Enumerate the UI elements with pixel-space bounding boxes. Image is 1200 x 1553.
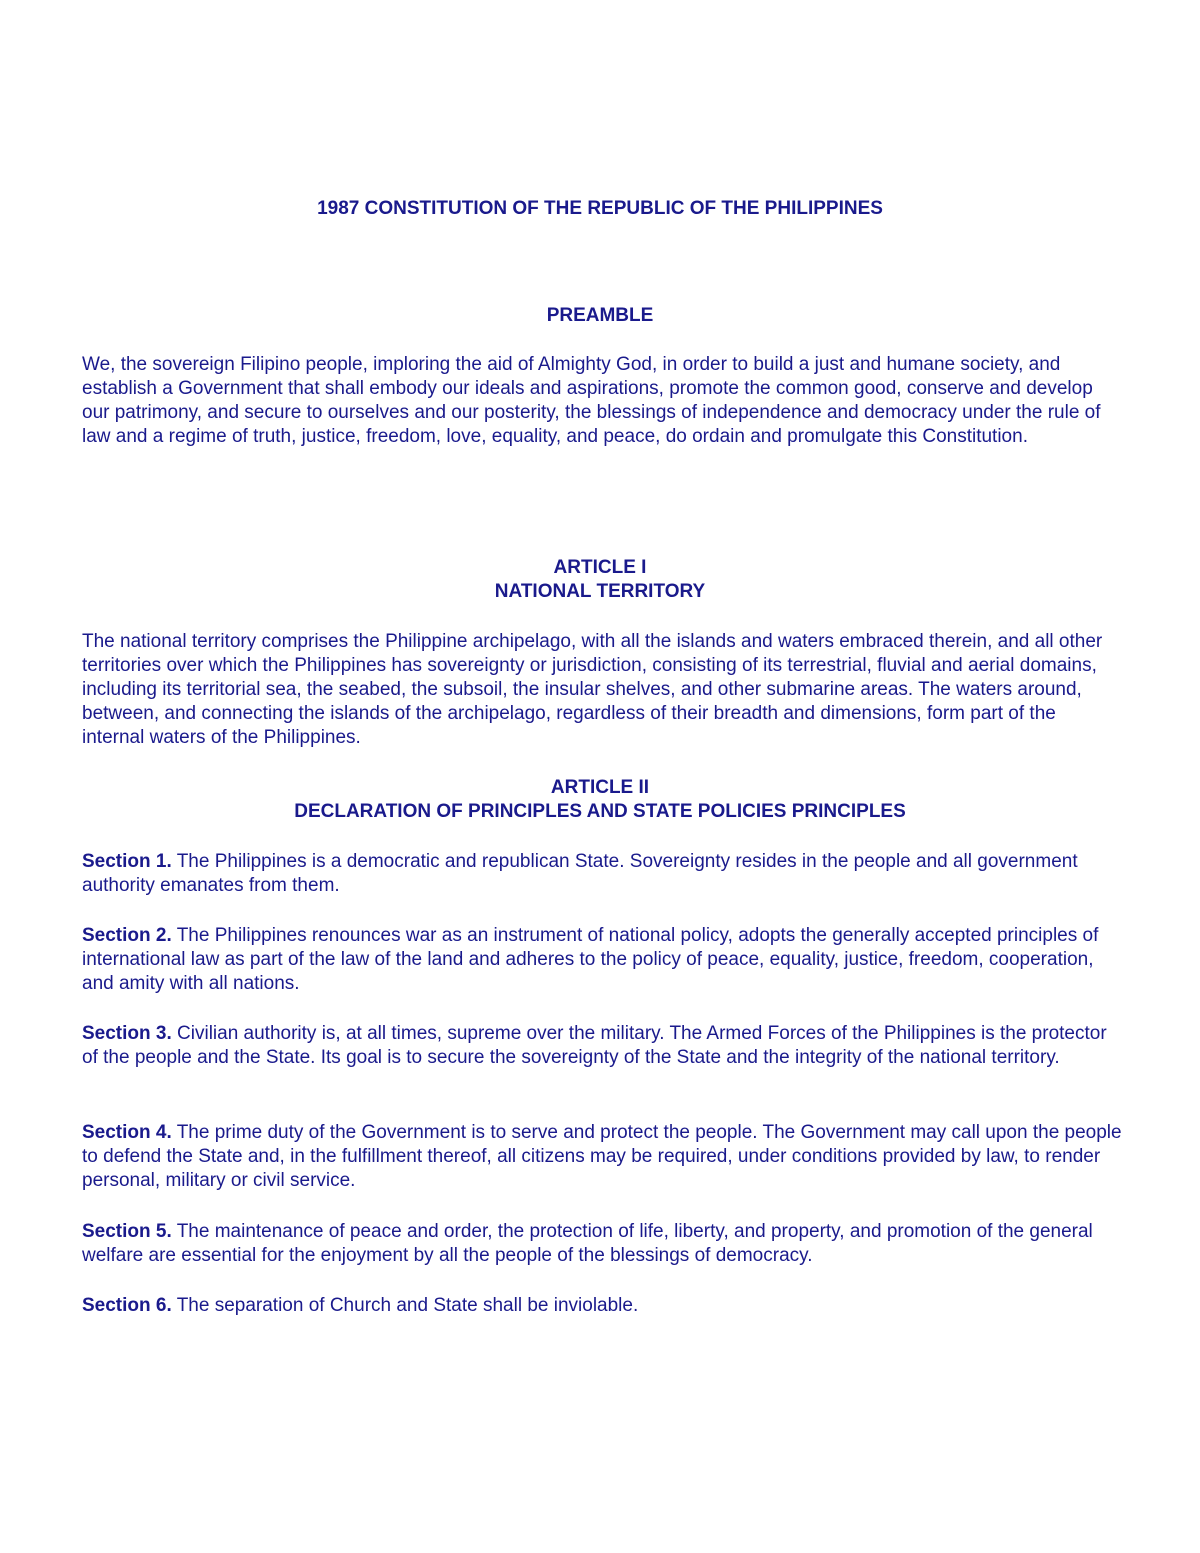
section-1 [82,850,1122,898]
section-6-label: Section 6. [82,1295,172,1316]
section-6 [82,1294,1122,1318]
section-2-label: Section 2. [82,925,172,946]
preamble-heading: PREAMBLE [546,305,654,326]
section-3-text: Civilian authority is, at all times, supreme over the military. The Armed Forces of the Philippines is the protector of the people and the State. Its goal is to secure the sovereignty of the State and the integrity of the national territory. [82,1023,1107,1068]
section-2-text: The Philippines renounces war as an instrument of national policy, adopts the generally accepted principles of international law as part of the law of the land and adheres to the policy of peace, equality, justice, freedom, cooperation, and amity with all nations. [82,925,1099,994]
section-2 [82,924,1122,996]
section-5-label: Section 5. [82,1221,172,1242]
article-1-number: ARTICLE I [553,557,647,578]
section-6-text: The separation of Church and State shall be inviolable. [176,1295,639,1316]
section-5 [82,1220,1122,1268]
document-title: 1987 CONSTITUTION OF THE REPUBLIC OF THE PHILIPPINES [317,198,883,219]
section-4-text: The prime duty of the Government is to serve and protect the people. The Government may call upon the people to defend the State and, in the fulfillment thereof, all citizens may be required, under conditions provided by law, to render personal, military or civil service. [82,1122,1122,1191]
section-4-label: Section 4. [82,1122,172,1143]
article-2-number: ARTICLE II [550,777,650,798]
section-5-text: The maintenance of peace and order, the protection of life, liberty, and property, and promotion of the general welfare are essential for the enjoyment by all the people of the blessings of democracy. [82,1221,1093,1266]
article-2-heading [0,776,1200,824]
section-4 [82,1121,1122,1193]
article-1-name: NATIONAL TERRITORY [494,581,706,602]
article-1-text: The national territory comprises the Philippine archipelago, with all the islands and waters embraced therein, and all other territories over which the Philippines has sovereignty or jurisdiction, consisting of its terrestrial, fluvial and aerial domains, including its territorial sea, the seabed, the subsoil, the insular shelves, and other submarine areas. The waters around, between, and connecting the islands of the archipelago, regardless of their breadth and dimensions, form part of the internal waters of the Philippines. [82,631,1103,748]
section-1-label: Section 1. [82,851,172,872]
section-3 [82,1022,1122,1070]
section-3-label: Section 3. [82,1023,172,1044]
section-1-text: The Philippines is a democratic and republican State. Sovereignty resides in the people and all government authority emanates from them. [82,851,1078,896]
article-1-heading [0,556,1200,604]
preamble-text: We, the sovereign Filipino people, imploring the aid of Almighty God, in order to build a just and humane society, and establish a Government that shall embody our ideals and aspirations, promote the common good, conserve and develop our patrimony, and secure to ourselves and our posterity, the blessings of independence and democracy under the rule of law and a regime of truth, justice, freedom, love, equality, and peace, do ordain and promulgate this Constitution. [82,354,1101,447]
article-2-name: DECLARATION OF PRINCIPLES AND STATE POLICIES PRINCIPLES [294,801,906,822]
